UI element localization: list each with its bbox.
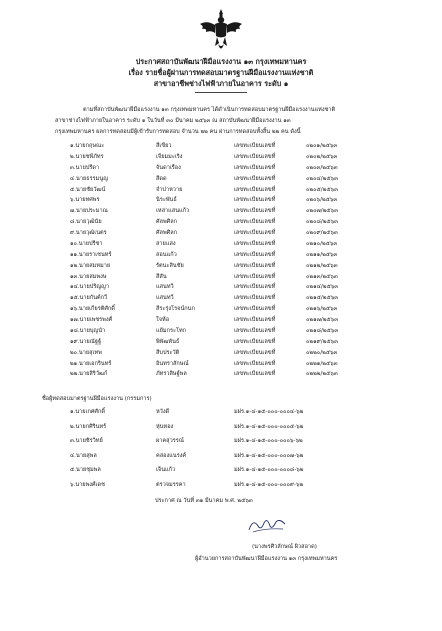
committee-heading: ชื่อผู้ทดสอบมาตรฐานฝีมือแรงงาน (กรรมการ) — [42, 396, 152, 402]
person-surname: เจียมมะเริง — [156, 153, 183, 160]
registration-label: เลขทะเบียนเลขที่ — [234, 349, 276, 356]
registration-number: ๐๒๑๒/๒๕๖๓ — [306, 262, 338, 269]
registration-label: เลขทะเบียนเลขที่ — [234, 240, 276, 247]
registration-number: ๐๒๒๒/๒๕๖๓ — [306, 371, 338, 378]
registration-number: ๐๒๒๐/๒๕๖๓ — [306, 349, 338, 356]
person-surname: แสนทวี — [156, 284, 174, 291]
header-subject: เรื่อง รายชื่อผู้ผ่านการทดสอบมาตรฐานฝีมือแรงงานแห่งชาติ — [128, 68, 314, 77]
person-surname: พิพัฒพันธ์ — [156, 338, 180, 345]
list-item — [70, 175, 410, 186]
committee-id: มฝร.๑-๔-๑๕-๐๐๐-๐๐๐๕-๖๒ — [234, 423, 304, 430]
registration-label: เลขทะเบียนเลขที่ — [234, 164, 276, 171]
registration-label: เลขทะเบียนเลขที่ — [234, 284, 276, 291]
person-name: ๑.นายกฤษณะ — [70, 143, 105, 149]
person-name: ๓.นายปรีดา — [70, 164, 100, 171]
person-name: ๑๘.นายบุญนำ — [70, 327, 106, 334]
list-item — [70, 370, 410, 381]
header-branch: สาขาอาชีพช่างไฟฟ้าภายในอาคาร ระดับ ๑ — [153, 79, 289, 88]
list-item — [70, 294, 410, 305]
person-surname: ภัทรวสิษฐ์พล — [156, 371, 187, 378]
registration-label: เลขทะเบียนเลขที่ — [234, 219, 276, 226]
list-item — [70, 262, 410, 273]
registration-label: เลขทะเบียนเลขที่ — [234, 153, 276, 160]
person-surname: ใจห้อ — [156, 317, 170, 323]
list-item — [70, 251, 410, 262]
person-surname: จันดาเรือง — [156, 164, 181, 171]
committee-item — [70, 437, 410, 452]
registration-number: ๐๒๒๑/๒๕๖๓ — [306, 360, 338, 367]
person-surname: นิระพันธ์ — [156, 197, 177, 204]
passed-list — [70, 142, 410, 381]
list-item — [70, 218, 410, 229]
registration-number: ๐๒๐๗/๒๕๖๓ — [306, 208, 338, 215]
committee-surname: คล่องแนรงค์ — [156, 452, 187, 459]
list-item — [70, 153, 410, 164]
person-surname: รัตนะสินชัย — [156, 262, 184, 269]
registration-label: เลขทะเบียนเลขที่ — [234, 186, 276, 193]
registration-label: เลขทะเบียนเลขที่ — [234, 360, 276, 367]
committee-item — [70, 408, 410, 423]
intro-line: กรุงเทพมหานคร ผลการทดสอบมีผู้เข้ารับการทดสอบ จำนวน ๒๒ คน ผ่านการทดสอบทั้งสิ้น ๒๒ คน ดังนี้ — [55, 129, 301, 136]
committee-surname: เจ็นแก้ว — [156, 467, 176, 474]
list-item — [70, 305, 410, 316]
list-item — [70, 196, 410, 207]
person-name: ๑๑.นายราเชนทร์ — [70, 251, 112, 258]
committee-list — [70, 408, 410, 496]
intro-paragraph — [55, 105, 410, 139]
registration-number: ๐๒๑๙/๒๕๖๓ — [306, 338, 338, 345]
person-name: ๘.นายวุฒินัย — [70, 219, 102, 226]
registration-number: ๐๒๐๓/๒๕๖๓ — [306, 164, 338, 171]
list-item — [70, 142, 410, 153]
person-surname: สีดด — [156, 175, 167, 182]
list-item — [70, 283, 410, 294]
committee-id: มฝร.๑-๔-๑๕-๐๐๐-๐๐๐๗-๖๒ — [234, 452, 304, 459]
registration-number: ๐๒๐๒/๒๕๖๓ — [306, 153, 338, 160]
intro-line: สาขาช่างไฟฟ้าภายในอาคาร ระดับ ๑ ในวันที่ ๓๐ มีนาคม ๒๕๖๓ ณ สถาบันพัฒนาฝีมือแรงงาน ๑๓ — [55, 118, 291, 125]
person-surname: สีเขียว — [156, 143, 172, 149]
header-divider — [195, 92, 247, 93]
registration-label: เลขทะเบียนเลขที่ — [234, 175, 276, 182]
person-surname: สีระรุ่งโรจน์กนก — [156, 306, 195, 313]
person-name: ๒๑.นายเอกรินทร์ — [70, 360, 112, 367]
committee-item — [70, 466, 410, 481]
list-item — [70, 240, 410, 251]
person-name: ๑๗.นายเพชรพงศ์ — [70, 317, 113, 323]
registration-label: เลขทะเบียนเลขที่ — [234, 327, 276, 334]
committee-item — [70, 423, 410, 438]
registration-label: เลขทะเบียนเลขที่ — [234, 317, 276, 323]
person-name: ๒๒.นายสิริวัฒก์ — [70, 371, 108, 378]
registration-label: เลขทะเบียนเลขที่ — [234, 295, 276, 302]
committee-surname: หวังดี — [156, 409, 170, 415]
document-header — [40, 56, 402, 89]
registration-number: ๐๒๐๘/๒๕๖๓ — [306, 219, 339, 226]
person-surname: สีสัน — [156, 273, 167, 280]
person-surname: แสนทวี — [156, 295, 174, 302]
person-surname: ศัลพศิลก — [156, 219, 178, 226]
person-name: ๑๐.นายปรีชา — [70, 240, 103, 247]
person-surname: จำปาหวาย — [156, 186, 183, 193]
committee-id: มฝร.๑-๔-๑๕-๐๐๐-๐๐๐๖-๖๒ — [234, 438, 303, 445]
list-item — [70, 273, 410, 284]
person-surname: สีบประวัติ — [156, 349, 180, 356]
person-name: ๙.นายวุฒิเนตร — [70, 230, 107, 236]
person-name: ๑๙.นายณัฐฐ์ — [70, 338, 102, 345]
list-item — [70, 327, 410, 338]
registration-number: ๐๒๑๘/๒๕๖๓ — [306, 327, 339, 334]
person-surname: ศัลพศิลก — [156, 230, 178, 236]
person-name: ๔.นายธรรมนูญ — [70, 175, 108, 182]
person-surname: สายแสง — [156, 240, 176, 247]
committee-surname: ตรวจมรรคา — [156, 481, 186, 488]
registration-number: ๐๒๑๑/๒๕๖๓ — [306, 251, 338, 258]
person-name: ๗.นายประมาณ — [70, 208, 108, 215]
registration-number: ๐๒๑๓/๒๕๖๓ — [306, 273, 338, 280]
person-name: ๖.นายทศพร — [70, 197, 100, 204]
list-item — [70, 164, 410, 175]
list-item — [70, 186, 410, 197]
committee-name: ๖.นายพงศ์เดช — [70, 481, 105, 488]
person-surname: อินทราสักษณ์ — [156, 360, 189, 367]
registration-label: เลขทะเบียนเลขที่ — [234, 251, 276, 258]
list-item — [70, 349, 410, 360]
committee-name: ๓.นายชิรวิทย์ — [70, 438, 103, 445]
registration-label: เลขทะเบียนเลขที่ — [234, 306, 276, 313]
registration-number: ๐๒๑๕/๒๕๖๓ — [306, 295, 339, 302]
announcement-date: ประกาศ ณ วันที่ ๓๑ มีนาคม พ.ศ. ๒๕๖๓ — [155, 498, 253, 504]
registration-label: เลขทะเบียนเลขที่ — [234, 273, 276, 280]
registration-label: เลขทะเบียนเลขที่ — [234, 262, 276, 269]
registration-label: เลขทะเบียนเลขที่ — [234, 338, 276, 345]
list-item — [70, 229, 410, 240]
registration-number: ๐๒๐๖/๒๕๖๓ — [306, 197, 338, 204]
committee-id: มฝร.๑-๔-๑๕-๐๐๐-๐๐๐๙-๖๒ — [234, 481, 304, 488]
registration-number: ๐๒๑๔/๒๕๖๓ — [306, 284, 339, 291]
registration-number: ๐๒๐๔/๒๕๖๓ — [306, 175, 338, 182]
intro-line: ตามที่สถาบันพัฒนาฝีมือแรงงาน ๑๓ กรุงเทพมหานคร ได้ดำเนินการทดสอบมาตรฐานฝีมือแรงงานแห่งชาติ — [83, 107, 336, 113]
person-name: ๒๐.นายสุเทพ — [70, 349, 102, 356]
registration-label: เลขทะเบียนเลขที่ — [234, 371, 276, 378]
garuda-emblem-icon — [198, 6, 244, 54]
registration-number: ๐๒๑๖/๒๕๖๓ — [306, 306, 338, 313]
registration-number: ๐๒๑๗/๒๕๖๓ — [306, 317, 339, 323]
committee-id: มฝร.๑-๔-๑๕-๐๐๐-๐๐๐๔-๖๒ — [234, 409, 304, 415]
person-name: ๑๖.นายเกียรติศักดิ์ — [70, 306, 115, 313]
list-item — [70, 207, 410, 218]
person-name: ๒.นายชพีภัทร — [70, 153, 104, 160]
committee-item — [70, 481, 410, 496]
committee-name: ๕.นายชุมพล — [70, 467, 101, 474]
registration-label: เลขทะเบียนเลขที่ — [234, 208, 276, 215]
registration-label: เลขทะเบียนเลขที่ — [234, 143, 276, 149]
committee-name: ๒.นายกศิรินทร์ — [70, 423, 107, 430]
registration-label: เลขทะเบียนเลขที่ — [234, 230, 276, 236]
committee-surname: หุ่นทอง — [156, 423, 174, 430]
registration-number: ๐๒๐๙/๒๕๖๓ — [306, 230, 338, 236]
committee-item — [70, 452, 410, 467]
list-item — [70, 316, 410, 327]
signer-position: ผู้อำนวยการสถาบันพัฒนาฝีมือแรงงาน ๑๓ กรุงเทพมหานคร — [195, 556, 338, 562]
person-surname: สอนแก้ว — [156, 251, 177, 258]
person-name: ๕.นายชัยวัฒน์ — [70, 186, 106, 193]
registration-label: เลขทะเบียนเลขที่ — [234, 197, 276, 204]
committee-name: ๑.นายเกศศักดิ์ — [70, 409, 105, 415]
header-title: ประกาศสถาบันพัฒนาฝีมือแรงงาน ๑๓ กรุงเทพมหานคร — [135, 57, 307, 66]
person-name: ๑๔.นายปริญญา — [70, 284, 110, 291]
signer-name: (นางพรศิวลักษณ์ ผิวสอาด) — [252, 544, 317, 550]
person-name: ๑๒.นายสมหมาย — [70, 262, 111, 269]
committee-id: มฝร.๑-๔-๑๕-๐๐๐-๐๐๐๘-๖๒ — [234, 467, 304, 474]
registration-number: ๐๒๑๐/๒๕๖๓ — [306, 240, 338, 247]
committee-surname: ผาคสุวรรณ์ — [156, 438, 184, 445]
registration-number: ๐๒๐๑/๒๕๖๓ — [306, 143, 338, 149]
registration-number: ๐๒๐๕/๒๕๖๓ — [306, 186, 338, 193]
handwritten-signature-icon — [245, 514, 289, 536]
person-surname: เหล่าแสนแก้ว — [156, 208, 190, 215]
person-surname: แย้มกระโทก — [156, 327, 187, 334]
list-item — [70, 360, 410, 371]
person-name: ๑๕.นายกันต์กวี — [70, 295, 108, 302]
person-name: ๑๓.นายสมพงษ — [70, 273, 107, 280]
committee-name: ๔.นายสุพล — [70, 452, 97, 459]
list-item — [70, 338, 410, 349]
